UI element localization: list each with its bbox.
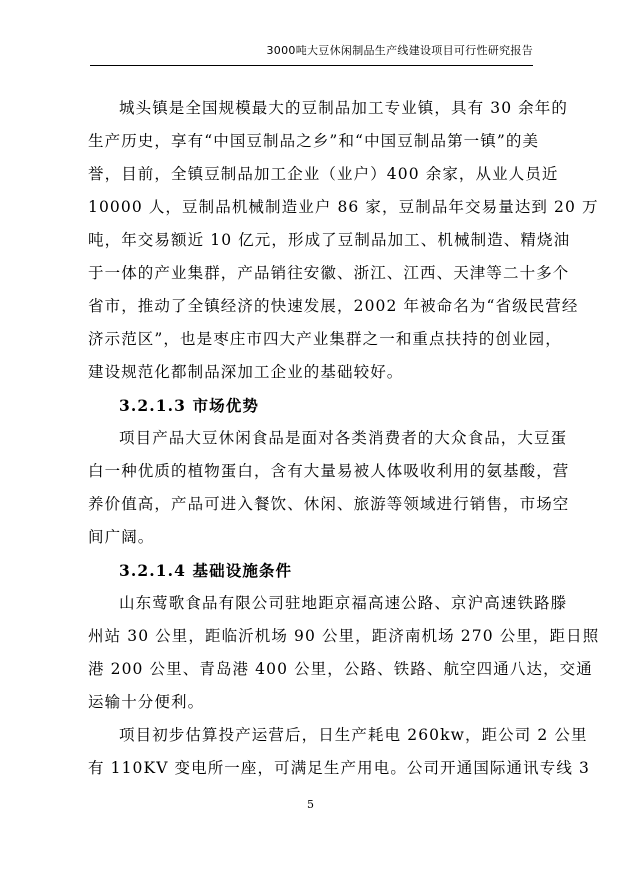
paragraph-line: 省市，推动了全镇经济的快速发展，2002 年被命名为“省级民营经 [88,297,579,315]
paragraph-line: 山东莺歌食品有限公司驻地距京福高速公路、京沪高速铁路滕 [119,594,568,612]
paragraph-line: 吨，年交易额近 10 亿元，形成了豆制品加工、机械制造、精烧油 [88,231,571,249]
page-number: 5 [307,798,314,811]
paragraph-line: 项目初步估算投产运营后，日生产耗电 260kw，距公司 2 公里 [119,726,588,744]
section-heading-3-2-1-3: 3.2.1.3 市场优势 [119,396,259,415]
paragraph-line: 港 200 公里、青岛港 400 公里，公路、铁路、航空四通八达，交通 [88,660,593,678]
paragraph-line: 建设规范化都制品深加工企业的基础较好。 [88,363,404,381]
section-heading-3-2-1-4: 3.2.1.4 基础设施条件 [119,561,293,580]
paragraph-line: 于一体的产业集群，产品销往安徽、浙江、江西、天津等二十多个 [88,264,570,282]
paragraph-line: 间广阔。 [88,528,155,546]
paragraph-line: 生产历史，享有“中国豆制品之乡”和“中国豆制品第一镇”的美 [88,132,540,150]
paragraph-line: 济示范区”，也是枣庄市四大产业集群之一和重点扶持的创业园， [88,330,562,348]
header-rule [90,65,533,66]
paragraph-line: 10000 人，豆制品机械制造业户 86 家，豆制品年交易量达到 20 万 [88,198,599,216]
paragraph-line: 项目产品大豆休闲食品是面对各类消费者的大众食品，大豆蛋 [119,429,568,447]
paragraph-line: 誉，目前，全镇豆制品加工企业（业户）400 余家，从业人员近 [88,165,559,183]
paragraph-line: 运输十分便利。 [88,693,205,711]
paragraph-line: 城头镇是全国规模最大的豆制品加工专业镇，具有 30 余年的 [119,99,568,117]
paragraph-line: 州站 30 公里，距临沂机场 90 公里，距济南机场 270 公里，距日照 [88,627,600,645]
paragraph-line: 白一种优质的植物蛋白，含有大量易被人体吸收利用的氨基酸，营 [88,462,570,480]
body-text [88,92,600,785]
paragraph-line: 养价值高，产品可进入餐饮、休闲、旅游等领域进行销售，市场空 [88,495,570,513]
paragraph-line: 有 110KV 变电所一座，可满足生产用电。公司开通国际通讯专线 3 [88,759,590,777]
running-header-title: 3000吨大豆休闲制品生产线建设项目可行性研究报告 [266,44,533,57]
